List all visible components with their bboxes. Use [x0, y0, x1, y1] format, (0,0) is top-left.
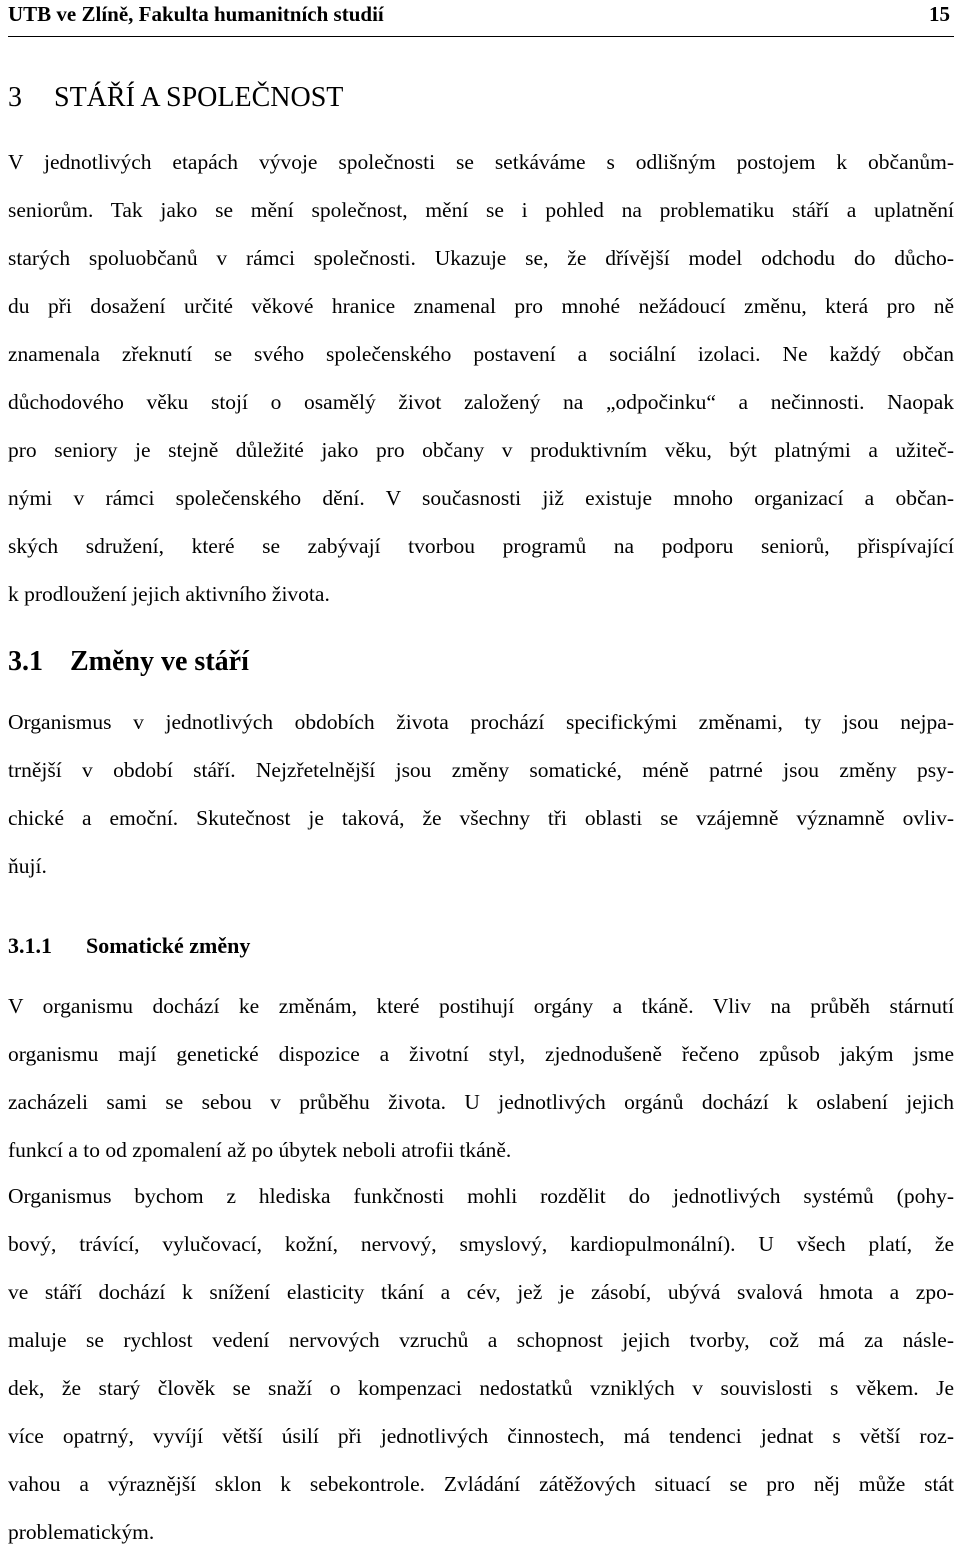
section-number: 3.1 [8, 646, 43, 677]
text-line: ňují. [8, 854, 47, 878]
text-line: chické a emoční. Skutečnost je taková, že všechny tři oblasti se vzájemně významně ovliv- [8, 806, 954, 830]
text-line: funkcí a to od zpomalení až po úbytek neboli atrofii tkáně. [8, 1138, 512, 1162]
text-line: trnější v období stáří. Nejzřetelnější jsou změny somatické, méně patrné jsou změny psy- [8, 758, 954, 782]
text-line: nými v rámci společenského dění. V současnosti již existuje mnoho organizací a občan- [8, 486, 954, 510]
text-line: starých spoluobčanů v rámci společnosti. Ukazuje se, že dřívější model odchodu do důcho- [8, 246, 954, 270]
section-title: Změny ve stáří [70, 646, 249, 677]
paragraph-society [8, 138, 954, 618]
text-line: du při dosažení určité věkové hranice znamenal pro mnohé nežádoucí změnu, která pro ně [8, 294, 954, 318]
text-line: organismu mají genetické dispozice a životní styl, zjednodušeně řečeno způsob jakým jsme [8, 1042, 954, 1066]
text-line: znamenala zřeknutí se svého společenského postavení a sociální izolaci. Ne každý občan [8, 342, 954, 366]
document-page [8, 0, 954, 1544]
text-line: V organismu dochází ke změnám, které postihují orgány a tkáně. Vliv na průběh stárnutí [8, 994, 954, 1018]
text-line: zacházeli sami se sebou v průběhu života. U jednotlivých orgánů dochází k oslabení jejich [8, 1090, 954, 1114]
text-line: problematickým. [8, 1520, 155, 1544]
text-line: V jednotlivých etapách vývoje společnosti se setkáváme s odlišným postojem k občanům- [8, 150, 954, 174]
text-line: dek, že starý člověk se snaží o kompenzaci nedostatků vzniklých v souvislosti s věkem. Je [8, 1376, 954, 1400]
chapter-number: 3 [8, 82, 22, 113]
chapter-heading [8, 80, 343, 116]
paragraph-organs [8, 982, 954, 1174]
chapter-title: STÁŘÍ A SPOLEČNOST [54, 82, 344, 113]
subsection-heading [8, 931, 250, 961]
text-line: více opatrný, vyvíjí větší úsilí při jednotlivých činnostech, má tendenci jednat s větší roz- [8, 1424, 954, 1448]
subsection-number: 3.1.1 [8, 933, 52, 958]
paragraph-systems [8, 1172, 954, 1556]
section-heading [8, 644, 249, 680]
text-line: Organismus bychom z hlediska funkčnosti mohli rozdělit do jednotlivých systémů (pohy- [8, 1184, 954, 1208]
text-line: Organismus v jednotlivých obdobích života prochází specifickými změnami, ty jsou nejpa- [8, 710, 954, 734]
paragraph-changes [8, 698, 954, 890]
text-line: maluje se rychlost vedení nervových vzruchů a schopnost jejich tvorby, což má za násle- [8, 1328, 954, 1352]
text-line: důchodového věku stojí o osamělý život založený na „odpočinku“ a nečinnosti. Naopak [8, 390, 954, 414]
page-number: 15 [929, 2, 950, 26]
text-line: ských sdružení, které se zabývají tvorbou programů na podporu seniorů, přispívající [8, 534, 954, 558]
text-line: seniorům. Tak jako se mění společnost, mění se i pohled na problematiku stáří a uplatnění [8, 198, 954, 222]
text-line: ve stáří dochází k snížení elasticity tkání a cév, jež je zásobí, ubývá svalová hmota a zpo- [8, 1280, 954, 1304]
header-title: UTB ve Zlíně, Fakulta humanitních studií [8, 2, 384, 26]
text-line: pro seniory je stejně důležité jako pro občany v produktivním věku, být platnými a užiteč- [8, 438, 954, 462]
text-line: k prodloužení jejich aktivního života. [8, 582, 330, 606]
subsection-title: Somatické změny [86, 933, 251, 958]
text-line: bový, trávící, vylučovací, kožní, nervový, smyslový, kardiopulmonální). U všech platí, že [8, 1232, 954, 1256]
running-header [8, 0, 954, 37]
text-line: vahou a výraznější sklon k sebekontrole. Zvládání zátěžových situací se pro něj může stát [8, 1472, 954, 1496]
